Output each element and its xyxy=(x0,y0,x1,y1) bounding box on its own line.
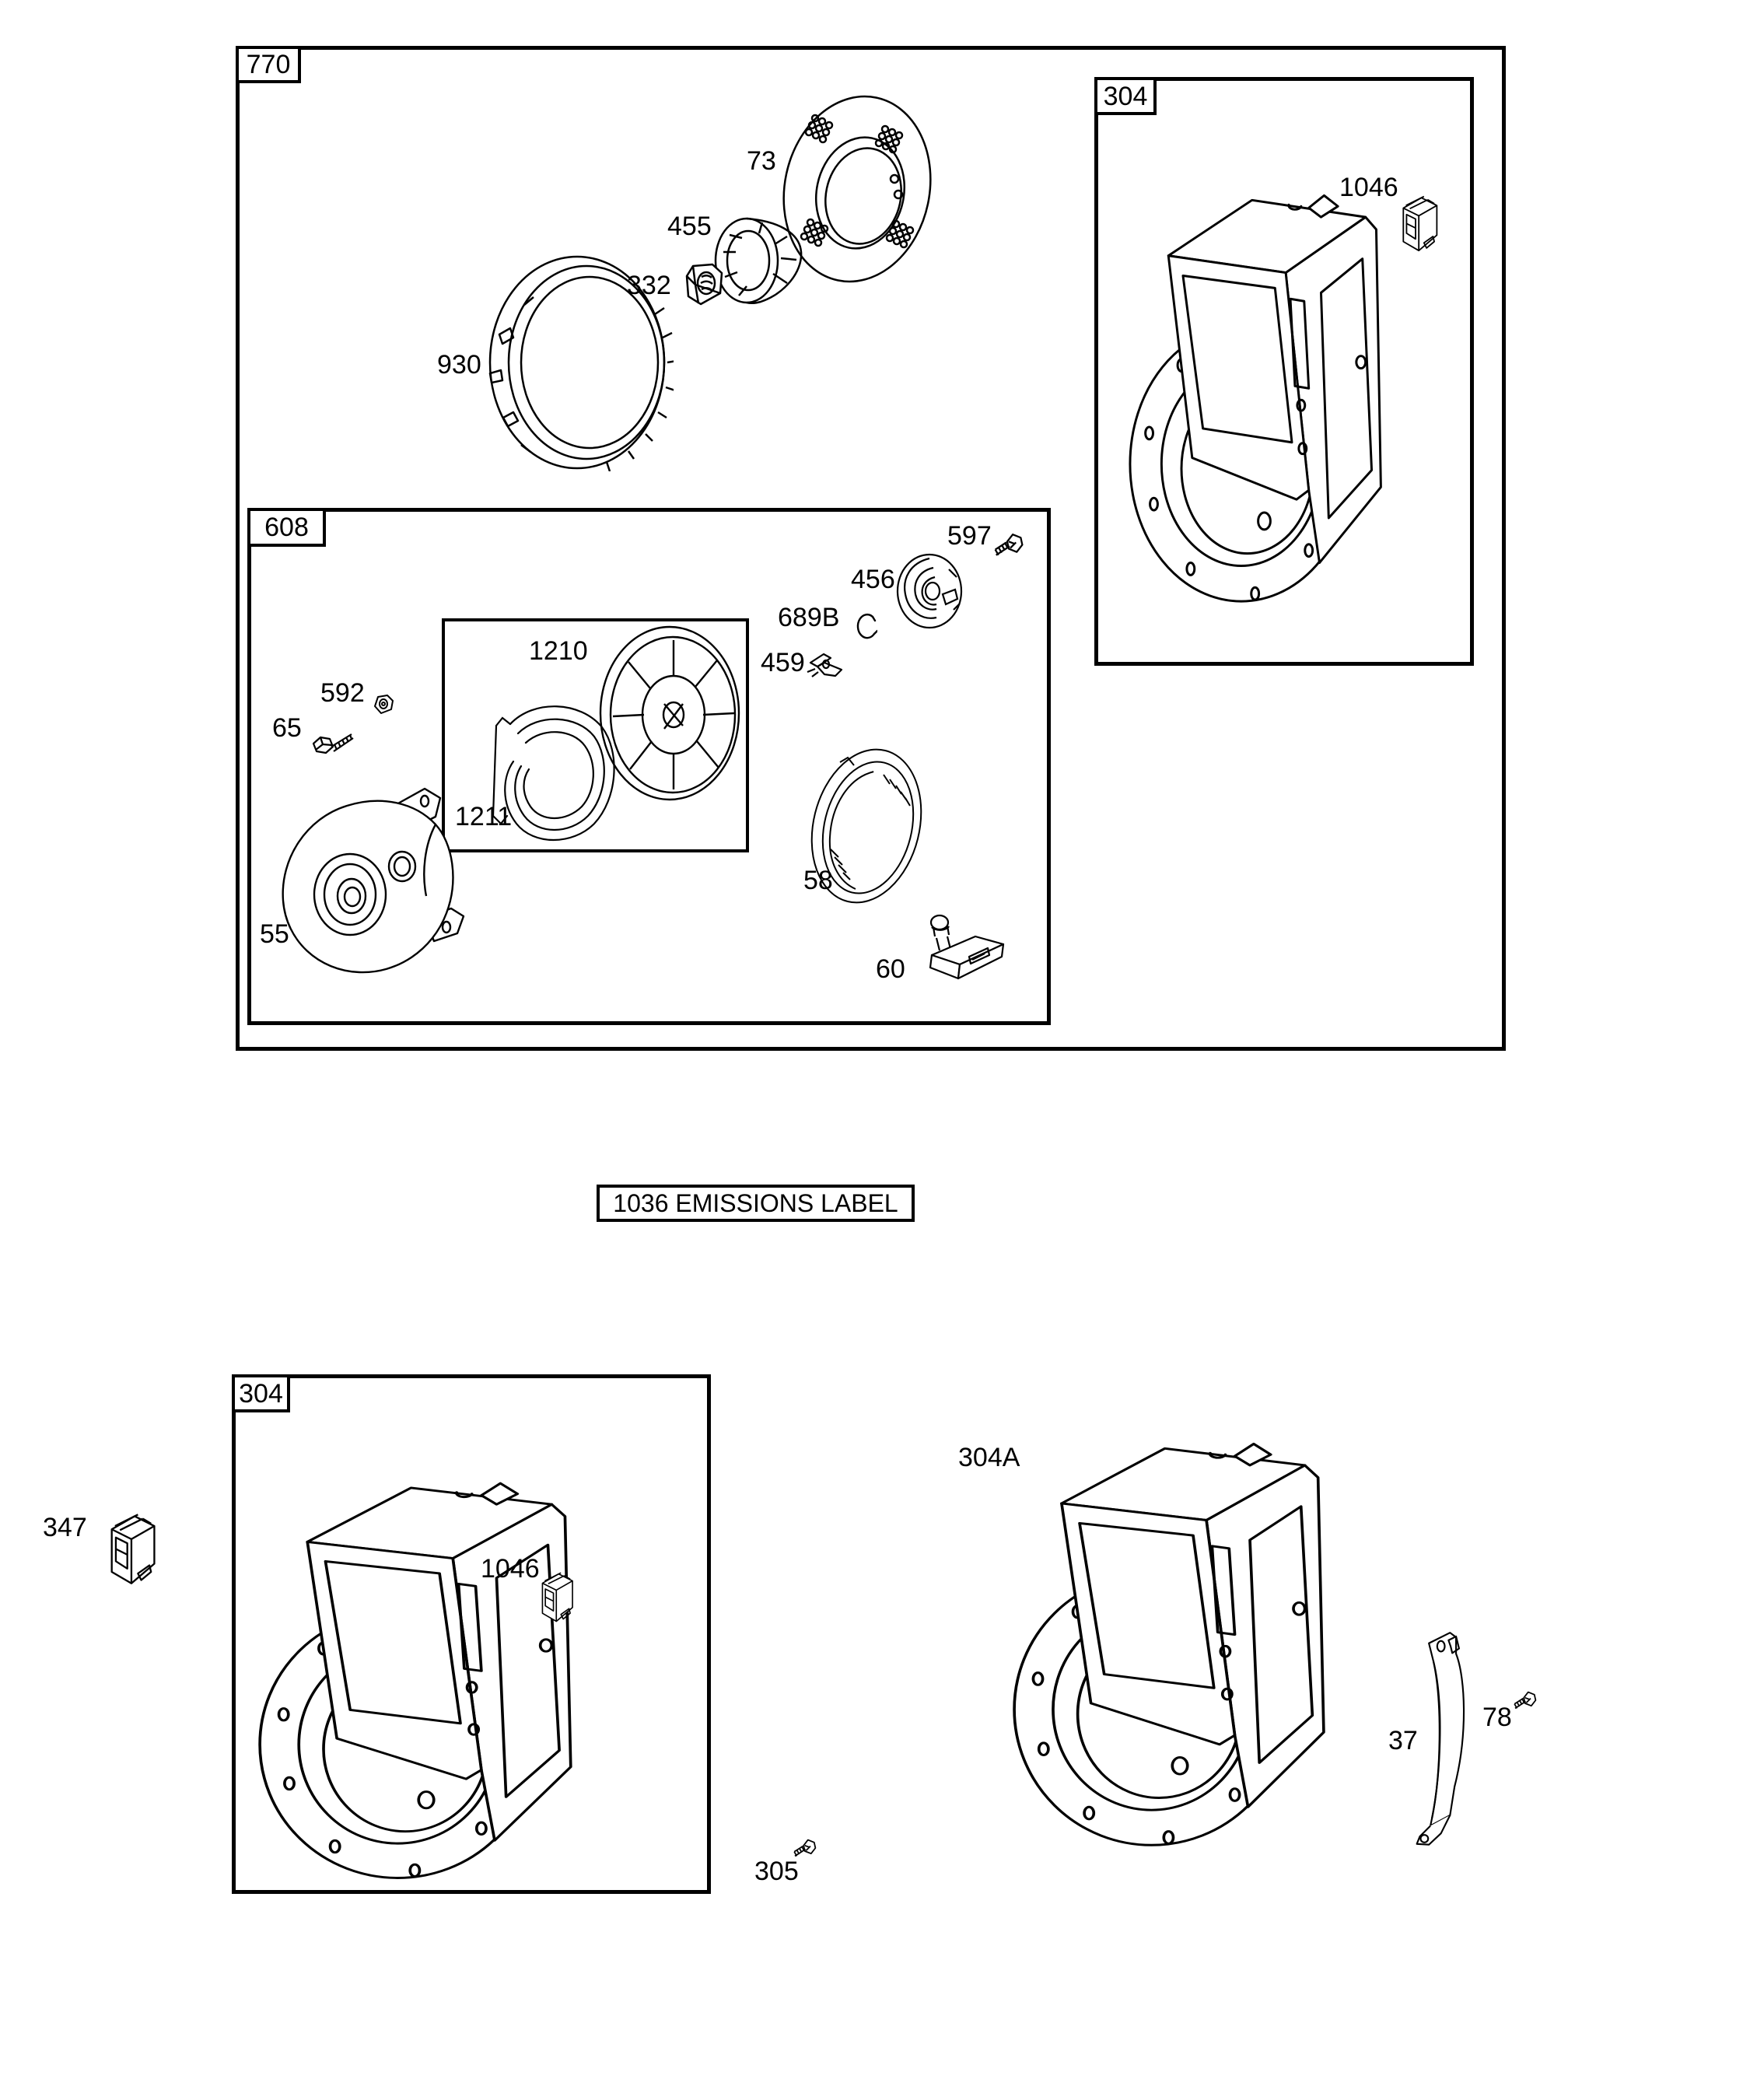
callout-1210: 1210 xyxy=(529,636,588,666)
rope-grip-60-drawing xyxy=(922,907,1006,982)
callout-1046-bottom: 1046 xyxy=(481,1554,540,1584)
section-tag-304-top-label: 304 xyxy=(1103,81,1148,111)
nut-592-drawing xyxy=(372,693,395,716)
retaining-ring-689b-drawing xyxy=(854,611,877,642)
starter-cup-455-drawing xyxy=(712,212,806,309)
blower-housing-304-top-drawing xyxy=(1126,134,1402,612)
section-tag-304-top xyxy=(1094,77,1157,115)
callout-332: 332 xyxy=(627,271,671,300)
callout-65: 65 xyxy=(272,713,302,743)
section-tag-608 xyxy=(247,508,326,547)
brake-bracket-37-drawing xyxy=(1408,1626,1483,1850)
section-tag-304-bottom-label: 304 xyxy=(239,1378,283,1409)
stop-switch-1046-bottom-drawing xyxy=(537,1563,577,1630)
emissions-label-text: 1036 EMISSIONS LABEL xyxy=(613,1189,898,1217)
callout-455: 455 xyxy=(667,212,712,241)
blower-housing-304a-drawing xyxy=(1010,1383,1350,1856)
callout-459: 459 xyxy=(761,648,805,677)
callout-37: 37 xyxy=(1388,1726,1418,1755)
callout-1211: 1211 xyxy=(455,802,513,831)
callout-456: 456 xyxy=(851,565,895,594)
blower-housing-304-bottom-drawing xyxy=(255,1423,597,1888)
callout-597: 597 xyxy=(947,521,992,551)
callout-58: 58 xyxy=(803,866,833,895)
callout-930: 930 xyxy=(437,350,481,380)
emissions-label-box xyxy=(597,1185,915,1222)
section-tag-770-label: 770 xyxy=(246,50,291,79)
callout-305: 305 xyxy=(754,1857,799,1886)
callout-304a: 304A xyxy=(958,1443,1020,1472)
starter-clutch-456-drawing xyxy=(894,552,964,630)
callout-73: 73 xyxy=(747,146,776,176)
callout-689b: 689B xyxy=(778,603,840,632)
callout-78: 78 xyxy=(1482,1703,1512,1732)
callout-347: 347 xyxy=(43,1513,87,1542)
hex-nut-332-drawing xyxy=(680,261,726,308)
callout-55: 55 xyxy=(260,919,289,949)
section-tag-770 xyxy=(236,46,301,83)
screw-597-drawing xyxy=(988,529,1028,565)
callout-60: 60 xyxy=(876,954,905,984)
stop-switch-347-drawing xyxy=(103,1510,161,1587)
section-tag-608-label: 608 xyxy=(264,513,309,542)
screw-78-drawing xyxy=(1507,1688,1542,1716)
bolt-65-drawing xyxy=(308,716,356,759)
callout-592: 592 xyxy=(320,678,365,708)
starter-pawl-459-drawing xyxy=(806,642,849,681)
starter-housing-55-drawing xyxy=(272,778,471,989)
stop-switch-1046-top-drawing xyxy=(1397,191,1442,255)
callout-1046-top: 1046 xyxy=(1339,173,1398,202)
section-tag-304-bottom xyxy=(232,1374,290,1412)
